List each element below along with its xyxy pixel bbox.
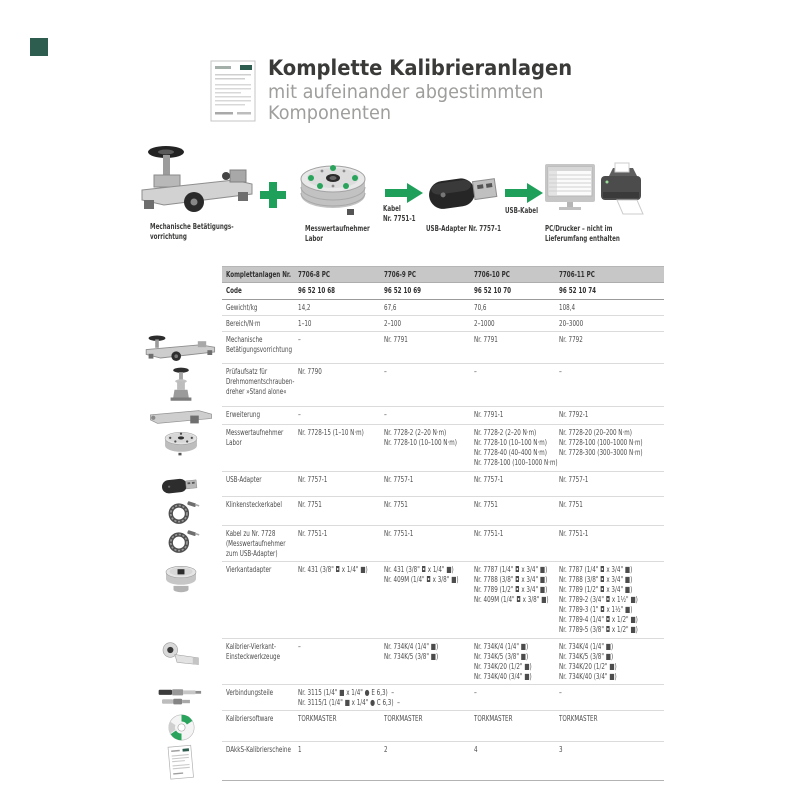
cell-col-2: 2–1000 [474,319,495,328]
cell-col-3: Nr. 7787 (1/4" ◘ x 3/4" ■) Nr. 7788 (3/8" ◘ x 3/4" ■) Nr. 7789 (1/2" ◘ x 3/4" ■) Nr. 7789-2 (3/4" ◘ x 1½" ■) Nr. 7789-3 (1" ◘ x 1½" ■) Nr. 7789-4 (1/4" ◘ x 1/2" ■) Nr. 7789-5 (3/8" ◘ x 1/2" ■) [559,565,638,634]
row-label: Kalibrier-Vierkant- Einsteckwerkzeuge [226,642,281,661]
cell-col-2: 4 [474,745,478,754]
cell-col-3: Nr. 734K/4 (1/4" ■) Nr. 734K/5 (3/8" ■) Nr. 734K/20 (1/2" ■) Nr. 734K/40 (3/4" ■) [559,642,617,681]
cell-col-3: Nr. 7757-1 [559,475,589,484]
cell-col-3: Nr. 7792 [559,335,583,344]
table-row-kalibrier-vierkant-einsteckwerkzeuge [140,639,664,685]
row-label: Kalibriersoftware [226,714,274,723]
table-row-komplettanlagen-header [140,266,664,283]
row-label: Komplettanlagen Nr. [226,270,291,279]
mechanical-device-label: Mechanische Betätigungs- vorrichtung [150,222,234,241]
cell-col-0: 96 52 10 68 [298,286,336,295]
cell-col-0: Nr. 7751 [298,500,322,509]
cell-col-3: 96 52 10 74 [559,286,597,295]
certificate-image [210,60,256,122]
cell-col-0: – [298,410,301,419]
cell-col-2: 7706-10 PC [474,270,510,279]
cell-col-3: Nr. 7792-1 [559,410,589,419]
row-label: Klinkensteckerkabel [226,500,282,509]
cell-col-2: 70,6 [474,303,487,312]
cell-col-3: Nr. 7751 [559,500,583,509]
cell-col-2: 96 52 10 70 [474,286,512,295]
cell-col-2: TORKMASTER [474,714,513,723]
cell-col-2: Nr. 7728-2 (2–20 N·m) Nr. 7728-10 (10–100 N·m) Nr. 7728-40 (40–400 N·m) Nr. 7728-100 (100–1000 N·m) [474,428,558,467]
usb-adapter-label: USB-Adapter Nr. 7757-1 [426,224,502,233]
table-row-gewicht [140,300,664,316]
table-row-bereich [140,316,664,332]
cell-col-3: 20–3000 [559,319,584,328]
cell-col-3: 7706-11 PC [559,270,595,279]
row-label: Vierkantadapter [226,565,272,574]
table-row-pruefaufsatz [140,364,664,407]
cell-col-1: – [384,410,387,419]
cell-col-1: 2 [384,745,388,754]
cell-col-3: 108,4 [559,303,576,312]
row-label: Verbindungsteile [226,688,274,697]
cell-col-2: Nr. 7751-1 [474,529,504,538]
page-subtitle: mit aufeinander abgestimmten Komponenten [268,81,544,124]
cell-col-0: 14,2 [298,303,311,312]
cell-col-1: Nr. 7791 [384,335,408,344]
certificate-icon [140,742,222,781]
page-title: Komplette Kalibrieranlagen [268,56,573,80]
extension-arm-icon [140,407,222,425]
table-row-erweiterung [140,407,664,425]
title-block [268,56,595,124]
comparison-table [140,266,664,781]
usb-adapter-icon [140,472,222,497]
icon-spacer [140,283,222,300]
cell-col-2: – [474,367,477,376]
cell-col-1: – [384,367,387,376]
cell-col-0: 7706-8 PC [298,270,330,279]
cell-col-1: Nr. 734K/4 (1/4" ■) Nr. 734K/5 (3/8" ■) [384,642,439,661]
icon-spacer [140,300,222,316]
brand-color-square [30,38,48,56]
cell-col-1: 2–100 [384,319,402,328]
row-label: Messwertaufnehmer Labor [226,428,284,447]
cell-col-2: Nr. 7751 [474,500,498,509]
cell-col-0: Nr. 7757-1 [298,475,328,484]
row-label: Prüfaufsatz für Drehmomentschrauben- dreher »Stand alone« [226,367,295,396]
table-row-usb-adapter [140,472,664,497]
transducer-image [295,153,371,221]
pc-printer-label: PC/Drucker – nicht im Lieferumfang enthalten [545,224,620,243]
cell-col-1: Nr. 7757-1 [384,475,414,484]
row-label: USB-Adapter [226,475,262,484]
cell-col-3: TORKMASTER [559,714,598,723]
cell-col-3: Nr. 7728-20 (20–200 N·m) Nr. 7728-100 (100–1000 N·m) Nr. 7728-300 (300–3000 N·m) [559,428,643,457]
cell-col-2: Nr. 7757-1 [474,475,504,484]
cell-col-2: Nr. 7791 [474,335,498,344]
cable-arrow-label: Kabel Nr. 7751-1 [383,204,416,223]
cell-col-0: Nr. 7751-1 [298,529,328,538]
table-row-code [140,283,664,300]
cell-col-0: Nr. 431 (3/8" ◘ x 1/4" ■) [298,565,368,574]
pc-printer-image [545,162,647,224]
transducer-label: Messwertaufnehmer Labor [305,224,370,243]
table-row-messwertaufnehmer-labor [140,425,664,472]
row-label: Gewicht/kg [226,303,258,312]
mechanical-device-image [138,142,256,222]
transducer-icon [140,425,222,472]
cell-col-1: Nr. 431 (3/8" ◘ x 1/4" ■) Nr. 409M (1/4" ◘ x 3/8" ■) [384,565,459,584]
square-adapter-icon [140,562,222,639]
icon-spacer [140,316,222,332]
cell-col-3: 3 [559,745,563,754]
cell-col-0: 1 [298,745,302,754]
cell-col-1: Nr. 7751 [384,500,408,509]
cell-col-3: – [559,688,562,697]
row-label: Erweiterung [226,410,261,419]
row-label: Mechanische Betätigungsvorrichtung [226,335,293,354]
cell-col-2: Nr. 7787 (1/4" ◘ x 3/4" ■) Nr. 7788 (3/8" ◘ x 3/4" ■) Nr. 7789 (1/2" ◘ x 3/4" ■) Nr. 409M (1/4" ◘ x 3/8" ■) [474,565,549,604]
cell-col-3: – [559,367,562,376]
table-row-vierkantadapter [140,562,664,639]
cell-col-1: Nr. 7728-2 (2–20 N·m) Nr. 7728-10 (10–100 N·m) [384,428,457,447]
table-row-verbindungsteile [140,685,664,711]
cell-col-0: 1–10 [298,319,312,328]
cell-col-0: TORKMASTER [298,714,337,723]
table-row-kabel-zu-nr-7728 [140,526,664,562]
plus-icon [260,180,286,214]
cell-col-1: 7706-9 PC [384,270,416,279]
test-stand-icon [140,364,222,407]
usb-adapter-image [428,168,500,222]
table-row-klinkensteckerkabel [140,497,664,526]
arrow-right-icon [505,183,543,207]
connector-parts-icon [140,685,222,711]
cell-col-1: 67,6 [384,303,397,312]
row-label: Code [226,286,242,295]
row-label: Bereich/N·m [226,319,261,328]
table-row-kalibriersoftware [140,711,664,742]
cell-col-0: – [298,642,301,651]
icon-spacer [140,266,222,283]
cell-col-3: Nr. 7751-1 [559,529,589,538]
cell-col-1: 96 52 10 69 [384,286,422,295]
cell-col-2: Nr. 7791-1 [474,410,504,419]
row-label: Kabel zu Nr. 7728 (Messwertaufnehmer zum USB-Adapter) [226,529,286,558]
table-row-dakks-kalibrierscheine [140,742,664,781]
cable-coil-icon [140,497,222,526]
bench-device-icon [140,332,222,364]
cell-col-0: Nr. 7790 [298,367,322,376]
software-disc-icon [140,711,222,742]
cell-col-0: – [298,335,301,344]
row-label: DAkkS-Kalibrierscheine [226,745,291,754]
certificate-thumbnail [210,60,256,126]
cell-col-0: Nr. 7728-15 (1–10 N·m) [298,428,364,437]
cell-col-1: Nr. 7751-1 [384,529,414,538]
usb-cable-arrow-label: USB-Kabel [505,206,539,215]
cell-col-0: Nr. 3115 (1/4" ■ x 1/4" ● E 6,3) – Nr. 3115/1 (1/4" ■ x 1/4" ● C 6,3) – [298,688,400,707]
cell-col-2: – [474,688,477,697]
insert-tool-icon [140,639,222,685]
cable-coil-icon [140,526,222,562]
table-row-mechanische-betaetigungsvorrichtung [140,332,664,364]
cell-col-2: Nr. 734K/4 (1/4" ■) Nr. 734K/5 (3/8" ■) Nr. 734K/20 (1/2" ■) Nr. 734K/40 (3/4" ■) [474,642,532,681]
cell-col-1: TORKMASTER [384,714,423,723]
